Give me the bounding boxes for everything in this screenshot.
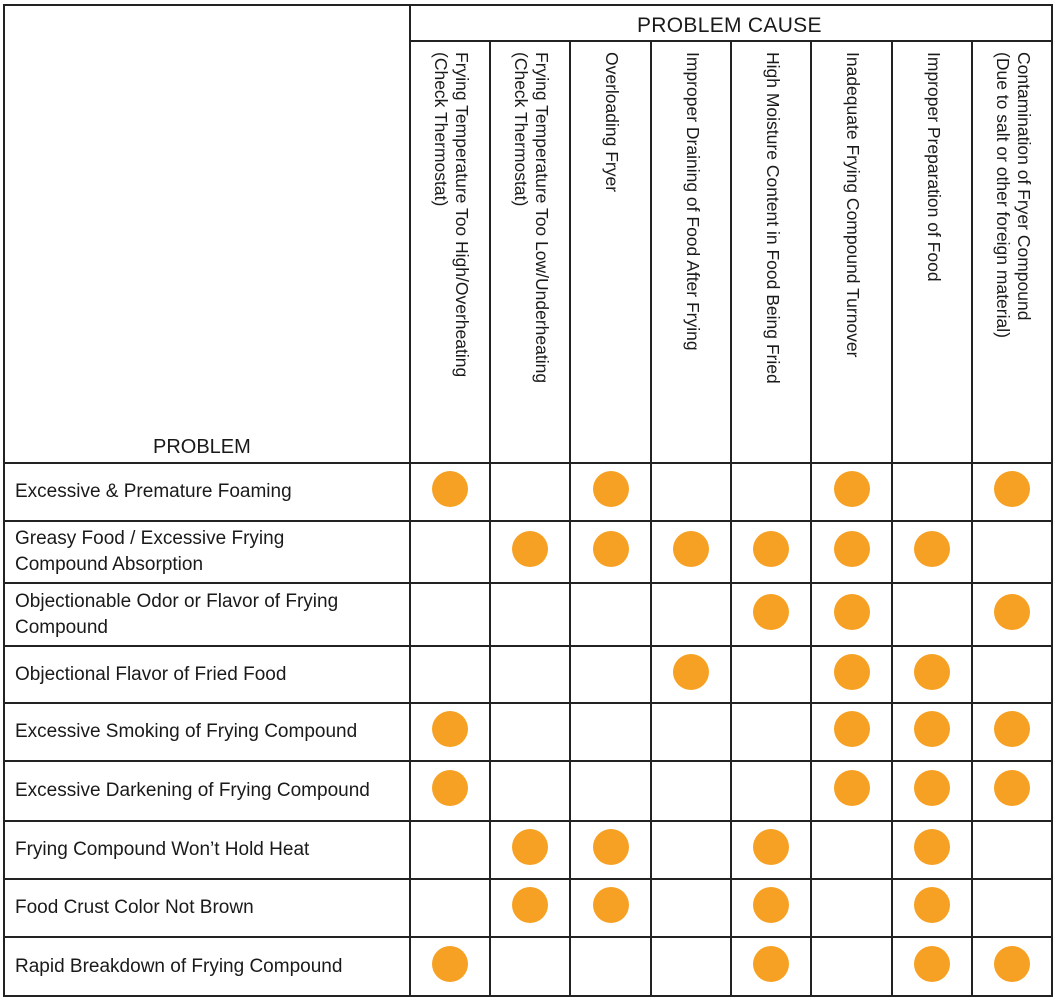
cause-column-header [489,40,569,462]
cause-indicator-dot [994,471,1030,507]
cause-label: Contamination of Fryer Compound (Due to salt or other foreign material) [993,52,1034,338]
cause-indicator-dot [432,711,468,747]
problem-row-label: Frying Compound Won’t Hold Heat [15,839,310,860]
cause-column-header [891,40,971,462]
cause-indicator-dot [593,887,629,923]
cause-indicator-dot [753,887,789,923]
cause-indicator-dot [753,594,789,630]
cause-indicator-dot [593,829,629,865]
cause-indicator-dot [753,531,789,567]
cause-column-header [971,40,1051,462]
cause-indicator-dot [914,770,950,806]
cause-label: Improper Draining of Food After Frying [683,52,703,351]
cause-indicator-dot [994,594,1030,630]
cause-indicator-dot [673,531,709,567]
table-border-right [1051,4,1053,997]
cause-indicator-dot [753,829,789,865]
problem-row-label: Greasy Food / Excessive Frying Compound Absorption [15,528,285,575]
cause-indicator-dot [432,946,468,982]
cause-indicator-dot [914,711,950,747]
problem-row-label: Excessive Darkening of Frying Compound [15,780,370,801]
cause-indicator-dot [512,531,548,567]
problem-header: PROBLEM [153,436,251,458]
problem-row-label: Objectionable Odor or Flavor of Frying Compound [15,590,339,638]
cause-indicator-dot [432,471,468,507]
cause-indicator-dot [834,471,870,507]
cause-indicator-dot [834,531,870,567]
problem-row-label: Excessive & Premature Foaming [15,481,292,502]
cause-indicator-dot [994,711,1030,747]
problem-row-label: Rapid Breakdown of Frying Compound [15,955,343,977]
cause-indicator-dot [914,946,950,982]
cause-indicator-dot [834,594,870,630]
cause-indicator-dot [914,531,950,567]
cause-indicator-dot [834,654,870,690]
cause-indicator-dot [834,711,870,747]
cause-indicator-dot [994,770,1030,806]
cause-indicator-dot [673,654,709,690]
problem-cause-header: PROBLEM CAUSE [637,14,822,37]
cause-indicator-dot [432,770,468,806]
cause-column-header [409,40,489,462]
cause-label: High Moisture Content in Food Being Fried [763,52,783,384]
problem-row-label: Food Crust Color Not Brown [15,897,254,918]
cause-indicator-dot [994,946,1030,982]
cause-column-header [569,40,650,462]
problem-row-label: Objectional Flavor of Fried Food [15,663,287,685]
problem-row-label: Excessive Smoking of Frying Compound [15,721,358,742]
cause-label: Overloading Fryer [602,52,622,193]
cause-indicator-dot [512,829,548,865]
cause-indicator-dot [512,887,548,923]
cause-indicator-dot [593,531,629,567]
cause-column-header [730,40,810,462]
cause-column-header [650,40,730,462]
cause-label: Inadequate Frying Compound Turnover [843,52,863,358]
cause-indicator-dot [834,770,870,806]
cause-indicator-dot [753,946,789,982]
cause-indicator-dot [593,471,629,507]
cause-indicator-dot [914,887,950,923]
table-border-top [3,4,1052,6]
cause-column-header [810,40,891,462]
cause-indicator-dot [914,829,950,865]
cause-indicator-dot [914,654,950,690]
cause-label: Improper Preparation of Food [924,52,944,282]
cause-label: Frying Temperature Too High/Overheating (Check Thermostat) [431,52,472,378]
cause-label: Frying Temperature Too Low/Underheating (Check Thermostat) [511,52,552,384]
